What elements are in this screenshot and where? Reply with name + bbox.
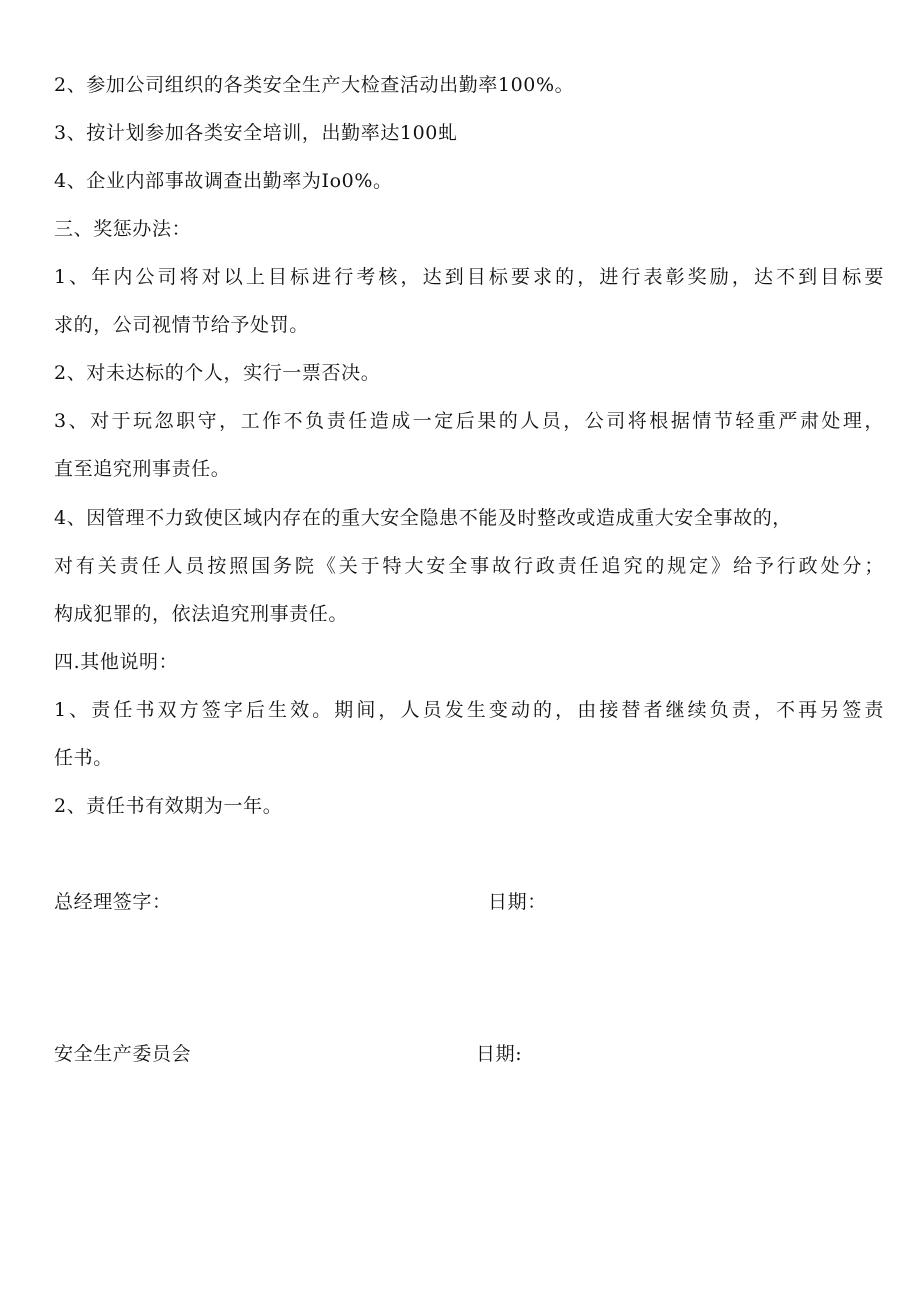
attendance-item-3: 3、按计划参加各类安全培训，出勤率达100虬 (54, 122, 458, 144)
rewards-item-4-line-2: 对有关责任人员按照国务院《关于特大安全事故行政责任追究的规定》给予行政处分； (54, 555, 884, 577)
other-item-2: 2、责任书有效期为一年。 (54, 795, 283, 817)
section-heading-rewards: 三、奖惩办法： (54, 218, 192, 240)
gm-date-label: 日期： (488, 891, 547, 913)
other-item-1-line-2: 任书。 (54, 747, 113, 769)
rewards-item-3-line-1: 3、对于玩忽职守，工作不负责任造成一定后果的人员，公司将根据情节轻重严肃处理， (54, 410, 884, 432)
committee-date-label: 日期: (476, 1043, 523, 1065)
rewards-item-4-line-3: 构成犯罪的，依法追究刑事责任。 (54, 603, 349, 625)
attendance-item-2: 2、参加公司组织的各类安全生产大检查活动出勤率100%。 (54, 74, 575, 96)
attendance-item-4: 4、企业内部事故调查出勤率为Io0%。 (54, 170, 393, 192)
section-heading-other: 四.其他说明： (54, 651, 179, 673)
other-item-1-line-1: 1、责任书双方签字后生效。期间，人员发生变动的，由接替者继续负责，不再另签责 (54, 699, 884, 721)
committee-signature-label: 安全生产委员会 (54, 1043, 192, 1065)
rewards-item-3-line-2: 直至追究刑事责任。 (54, 458, 231, 480)
rewards-item-1-line-1: 1、年内公司将对以上目标进行考核，达到目标要求的，进行表彰奖励，达不到目标要 (54, 266, 884, 288)
rewards-item-2: 2、对未达标的个人，实行一票否决。 (54, 362, 381, 384)
rewards-item-1-line-2: 求的，公司视情节给予处罚。 (54, 314, 309, 336)
rewards-item-4-line-1: 4、因管理不力致使区域内存在的重大安全隐患不能及时整改或造成重大安全事故的， (54, 507, 792, 529)
gm-signature-label: 总经理签字： (54, 891, 172, 913)
